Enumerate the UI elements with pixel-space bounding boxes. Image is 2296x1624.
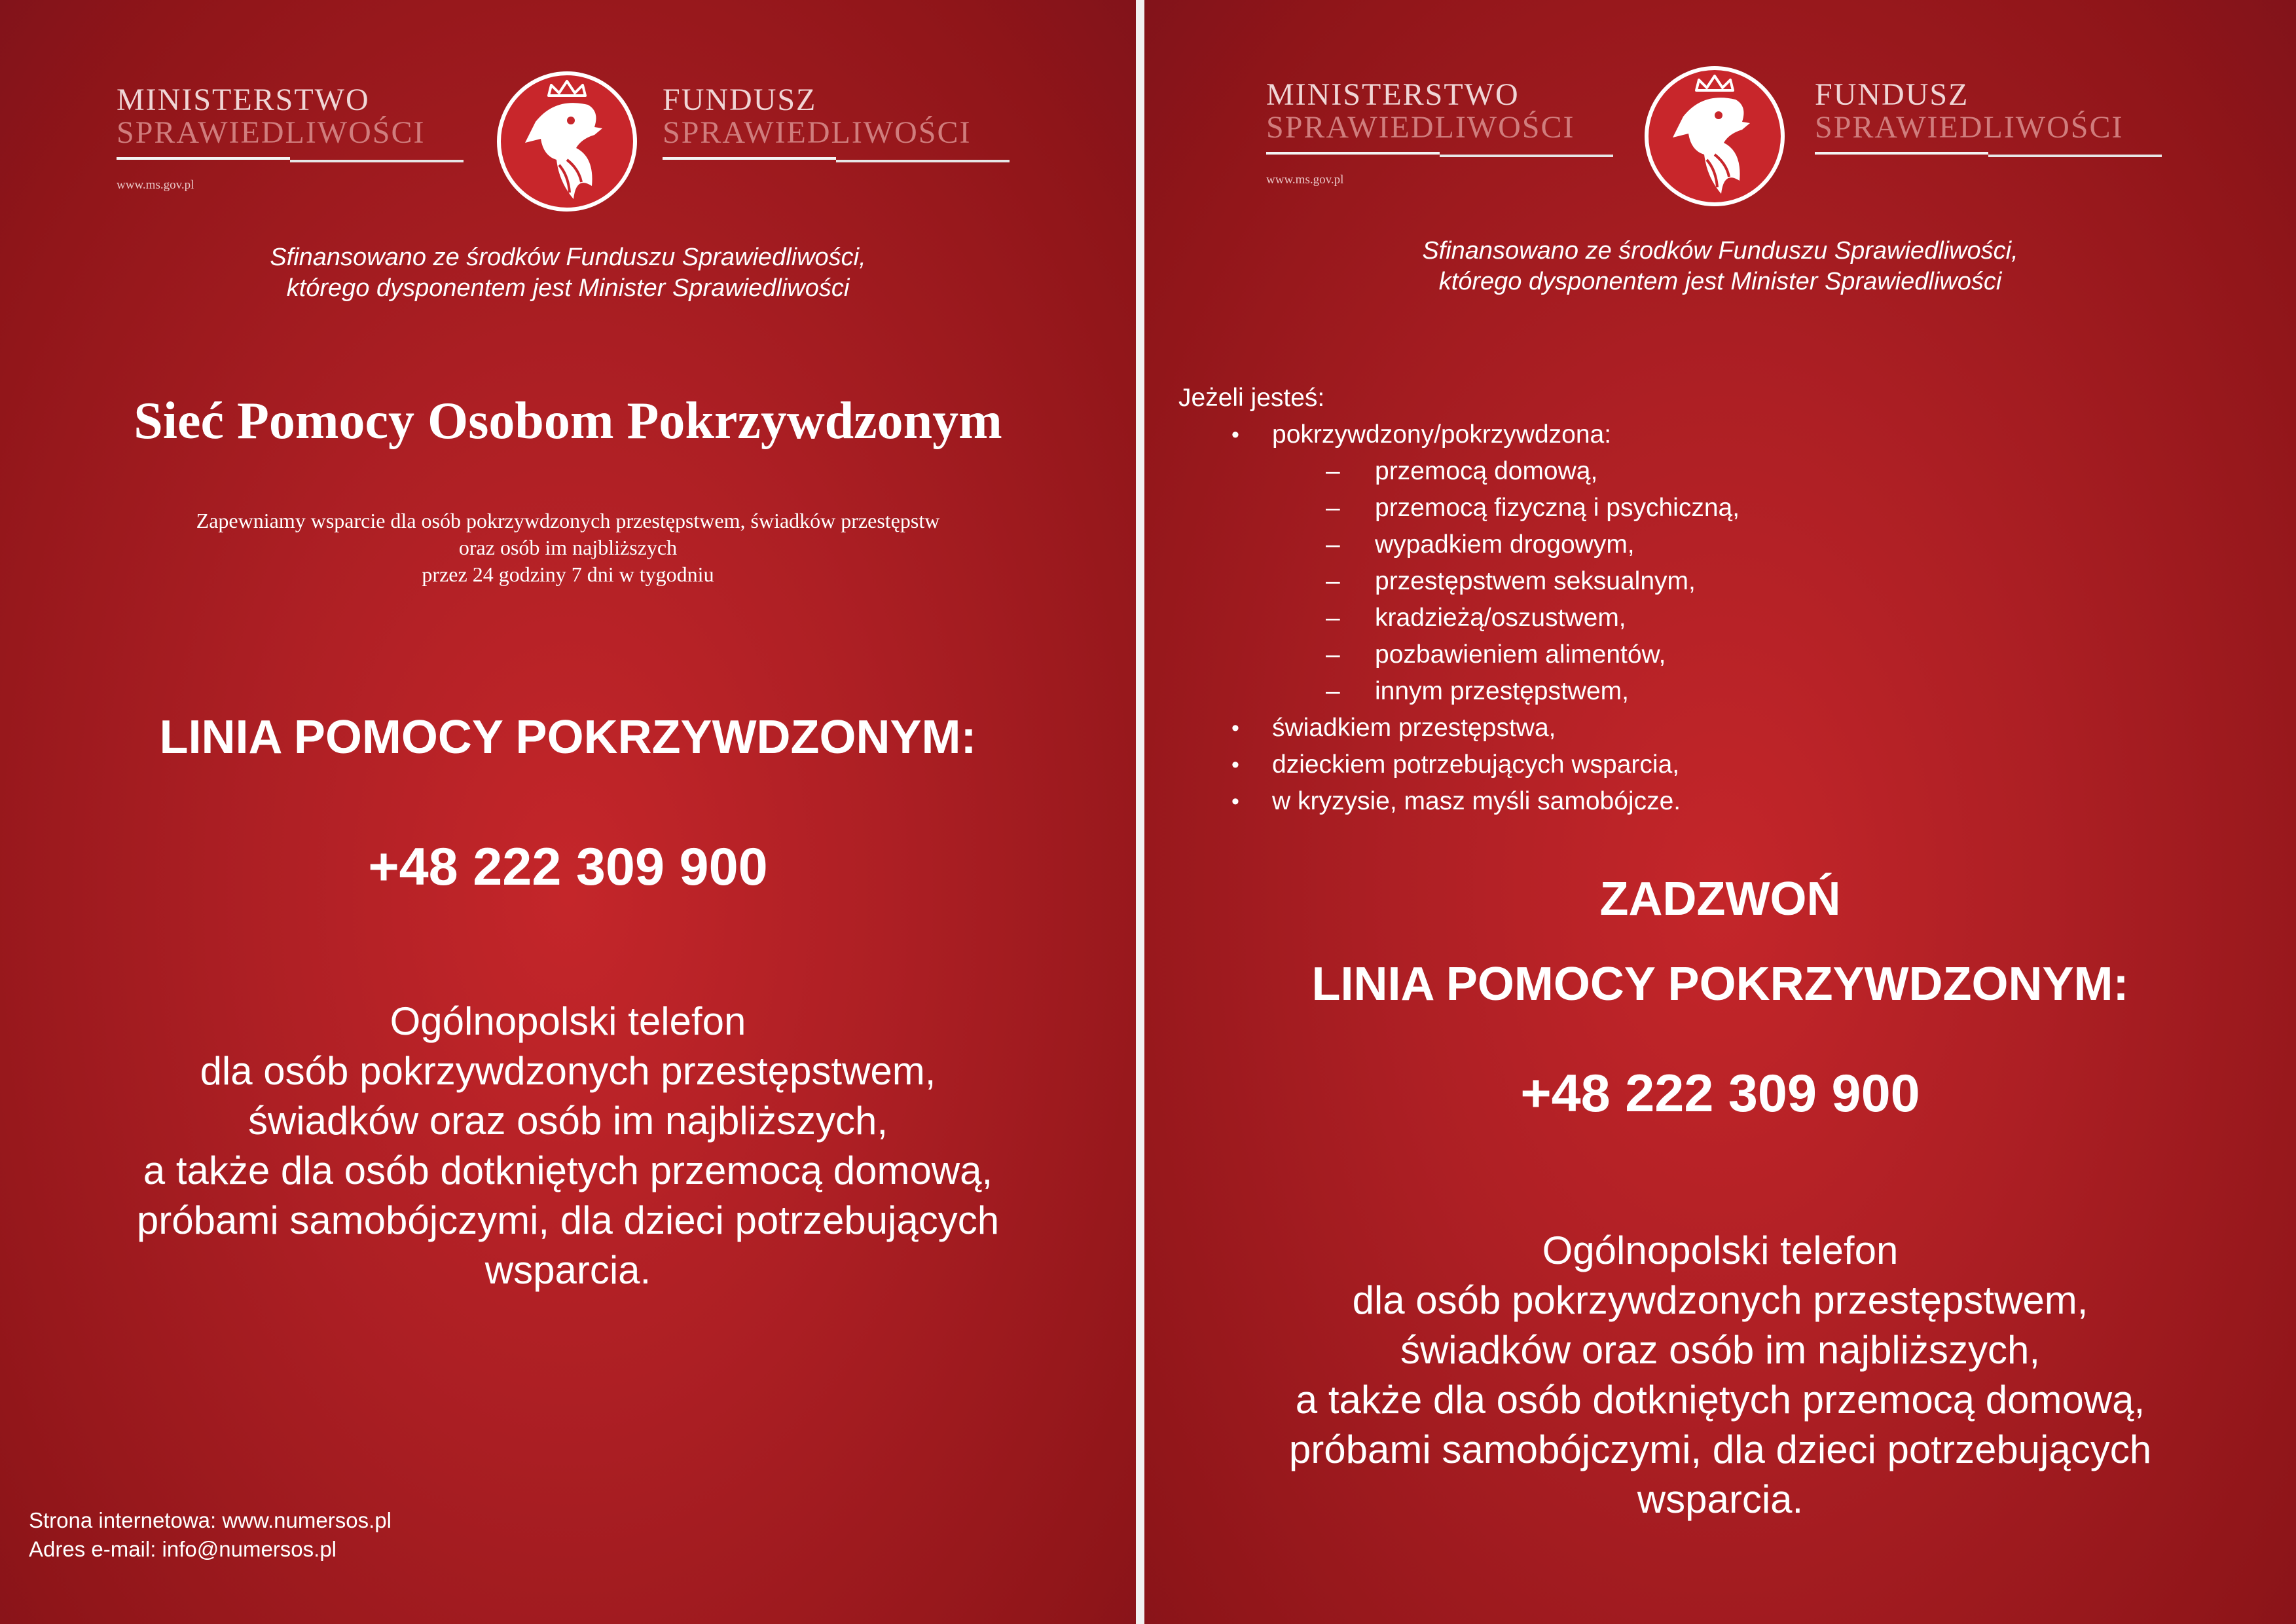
ministry-url: www.ms.gov.pl: [117, 178, 194, 192]
sub-list-item-text: przemocą domową,: [1375, 457, 1598, 485]
funding-note: [1144, 236, 2296, 297]
ministry-subtitle: SPRAWIEDLIWOŚCI: [1266, 110, 1575, 145]
helpline-description: [0, 997, 1136, 1295]
intro-line1: Zapewniamy wsparcie dla osób pokrzywdzonych przestępstwem, świadków przestępstw: [196, 509, 940, 532]
description-line: próbami samobójczymi, dla dzieci potrzebujących: [136, 1198, 1000, 1242]
email-link[interactable]: Adres e-mail: info@numersos.pl: [29, 1537, 337, 1561]
description-line: świadków oraz osób im najbliższych,: [1400, 1328, 2041, 1372]
sub-list-item: [1178, 673, 1740, 710]
ministry-divider: [1266, 152, 1613, 157]
list-item-text: świadkiem przestępstwa,: [1272, 714, 1556, 742]
right-page: [1144, 0, 2296, 1624]
ministry-title: MINISTERSTWO: [1266, 77, 1520, 112]
dash-icon: –: [1326, 604, 1340, 632]
fund-subtitle: SPRAWIEDLIWOŚCI: [663, 115, 972, 150]
funding-note-line1: Sfinansowano ze środków Funduszu Sprawiedliwości,: [1422, 237, 2018, 265]
description-line: próbami samobójczymi, dla dzieci potrzebujących: [1288, 1428, 2152, 1471]
call-heading: ZADZWOŃ: [1599, 873, 1841, 925]
description-line: dla osób pokrzywdzonych przestępstwem,: [1352, 1278, 2088, 1322]
helpline-phone: +48 222 309 900: [1520, 1064, 1920, 1123]
sub-list-item-text: przemocą fizyczną i psychiczną,: [1375, 494, 1740, 522]
bullet-icon: •: [1231, 788, 1239, 814]
dash-icon: –: [1326, 494, 1340, 522]
funding-note-line2: którego dysponentem jest Minister Sprawiedliwości: [1438, 268, 2002, 295]
list-item: [1178, 416, 1740, 453]
helpline-heading: LINIA POMOCY POKRZYWDZONYM:: [1311, 958, 2129, 1010]
funding-note-line1: Sfinansowano ze środków Funduszu Sprawiedliwości,: [270, 244, 866, 271]
fund-subtitle: SPRAWIEDLIWOŚCI: [1815, 110, 2124, 145]
ministry-divider: [117, 157, 464, 162]
fund-title: FUNDUSZ: [1815, 77, 1969, 112]
description-line: a także dla osób dotkniętych przemocą domową,: [143, 1149, 993, 1192]
funding-note: [0, 242, 1136, 304]
fund-logo: [663, 84, 1029, 162]
intro-line3: przez 24 godziny 7 dni w tygodniu: [422, 563, 714, 586]
fund-divider: [663, 157, 1010, 162]
bullet-icon: •: [1231, 422, 1239, 447]
ministry-logo: [117, 84, 483, 193]
list-intro: Jeżeli jesteś:: [1178, 384, 1325, 412]
website-link[interactable]: Strona internetowa: www.numersos.pl: [29, 1508, 392, 1532]
description-line: wsparcia.: [484, 1248, 651, 1292]
sub-list-item-text: wypadkiem drogowym,: [1375, 530, 1635, 559]
ministry-subtitle: SPRAWIEDLIWOŚCI: [117, 115, 426, 150]
bullet-icon: •: [1231, 752, 1239, 777]
dash-icon: –: [1326, 567, 1340, 595]
sub-list-item-text: przestępstwem seksualnym,: [1375, 567, 1696, 595]
sub-list-item: [1178, 453, 1740, 490]
sub-list-item-text: kradzieżą/oszustwem,: [1375, 604, 1626, 632]
list-item: [1178, 783, 1740, 820]
helpline-phone: +48 222 309 900: [368, 838, 768, 896]
sub-list-item: [1178, 600, 1740, 637]
ministry-logo: [1266, 79, 1633, 187]
dash-icon: –: [1326, 530, 1340, 559]
bullet-icon: •: [1231, 715, 1239, 741]
funding-note-line2: którego dysponentem jest Minister Sprawiedliwości: [286, 274, 850, 302]
dash-icon: –: [1326, 640, 1340, 669]
crowned-eagle-emblem-icon: [496, 71, 638, 212]
description-line: a także dla osób dotkniętych przemocą domową,: [1295, 1378, 2145, 1422]
logo-header: [0, 71, 1136, 215]
ministry-title: MINISTERSTWO: [117, 83, 370, 117]
list-item-text: w kryzysie, masz myśli samobójcze.: [1272, 787, 1681, 815]
fund-title: FUNDUSZ: [663, 83, 817, 117]
description-line: Ogólnopolski telefon: [1542, 1228, 1899, 1272]
page-title: Sieć Pomocy Osobom Pokrzywdzonym: [134, 392, 1002, 450]
list-item-text: dzieckiem potrzebujących wsparcia,: [1272, 750, 1680, 779]
intro-text: [0, 507, 1136, 588]
fund-divider: [1815, 152, 2162, 157]
ministry-url: www.ms.gov.pl: [1266, 173, 1344, 187]
left-page: [0, 0, 1136, 1624]
sub-list-item-text: innym przestępstwem,: [1375, 677, 1629, 705]
sub-list-item: [1178, 526, 1740, 563]
sub-list-item: [1178, 563, 1740, 600]
dash-icon: –: [1326, 677, 1340, 705]
intro-line2: oraz osób im najbliższych: [458, 536, 678, 559]
list-item-text: pokrzywdzony/pokrzywdzona:: [1272, 420, 1612, 449]
eligibility-list: [1178, 380, 1740, 820]
helpline-heading: LINIA POMOCY POKRZYWDZONYM:: [159, 711, 977, 764]
description-line: dla osób pokrzywdzonych przestępstwem,: [200, 1049, 936, 1093]
list-item: [1178, 747, 1740, 783]
crowned-eagle-emblem-icon: [1644, 65, 1785, 207]
sub-list-item-text: pozbawieniem alimentów,: [1375, 640, 1666, 669]
description-line: Ogólnopolski telefon: [390, 999, 746, 1043]
description-line: wsparcia.: [1637, 1477, 1804, 1521]
list-item: [1178, 710, 1740, 747]
contact-footer: [29, 1506, 392, 1564]
fund-logo: [1815, 79, 2181, 157]
description-line: świadków oraz osób im najbliższych,: [247, 1099, 888, 1143]
helpline-description: [1144, 1226, 2296, 1524]
sub-list-item: [1178, 637, 1740, 673]
logo-header: [1144, 65, 2296, 210]
sub-list-item: [1178, 490, 1740, 526]
dash-icon: –: [1326, 457, 1340, 485]
